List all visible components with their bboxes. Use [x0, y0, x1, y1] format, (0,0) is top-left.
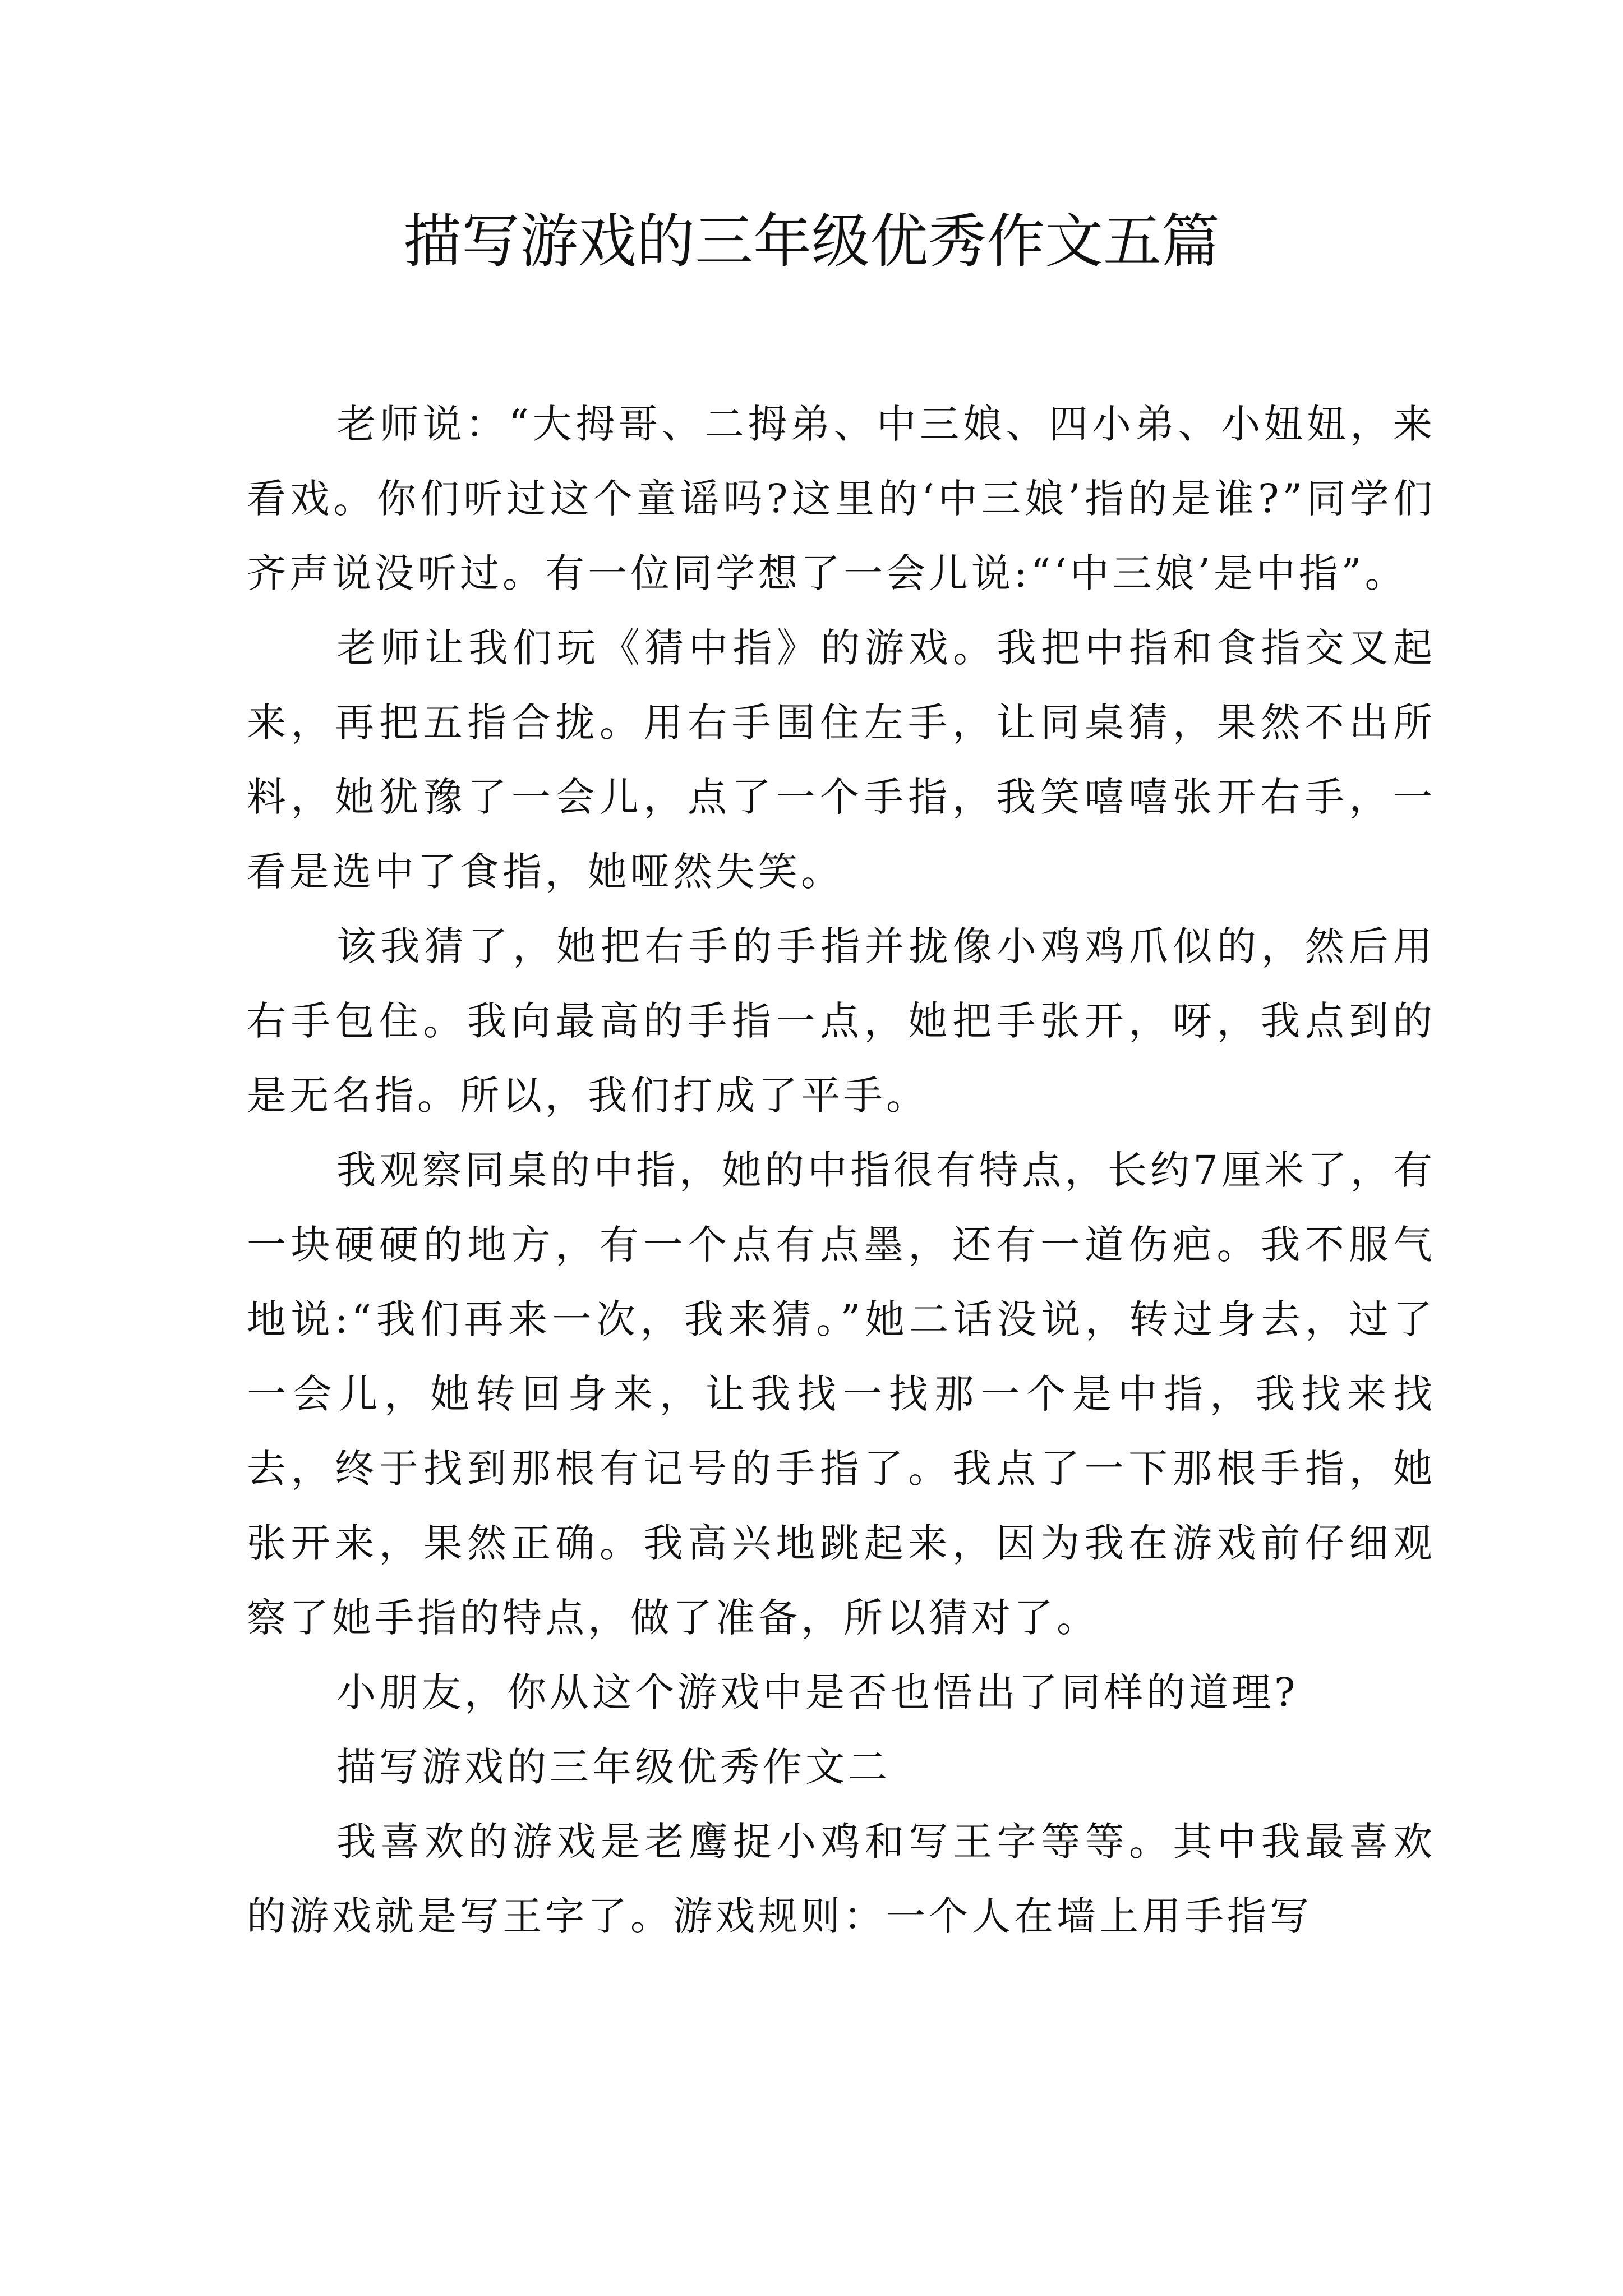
paragraph: 小朋友，你从这个游戏中是否也悟出了同样的道理? — [336, 1669, 1299, 1715]
paragraph: 我喜欢的游戏是老鹰捉小鸡和写王字等等。其中我最喜欢的游戏就是写王字了。游戏规则：一个人在墙上用手指写 — [247, 1819, 1436, 1939]
paragraph: 老师说：“大拇哥、二拇弟、中三娘、四小弟、小妞妞，来看戏。你们听过这个童谣吗?这里的‘中三娘’指的是谁?”同学们齐声说没听过。有一位同学想了一会儿说:“‘中三娘’是中指”。 — [247, 401, 1436, 596]
document-body — [247, 387, 1436, 1954]
section-heading: 描写游戏的三年级优秀作文二 — [336, 1744, 891, 1790]
paragraph: 我观察同桌的中指，她的中指很有特点，长约7厘米了，有一块硬硬的地方，有一个点有点墨，还有一道伤疤。我不服气地说:“我们再来一次，我来猜。”她二话没说，转过身去，过了一会儿，她转回身来，让我找一找那一个是中指，我找来找去，终于找到那根有记号的手指了。我点了一下那根手指，她张开来，果然正确。我高兴地跳起来，因为我在游戏前仔细观察了她手指的特点，做了准备，所以猜对了。 — [247, 1147, 1436, 1641]
paragraph: 该我猜了，她把右手的手指并拢像小鸡鸡爪似的，然后用右手包住。我向最高的手指一点，她把手张开，呀，我点到的是无名指。所以，我们打成了平手。 — [247, 923, 1436, 1119]
paragraph: 老师让我们玩《猜中指》的游戏。我把中指和食指交叉起来，再把五指合拢。用右手围住左手，让同桌猜，果然不出所料，她犹豫了一会儿，点了一个手指，我笑嘻嘻张开右手，一看是选中了食指，她哑然失笑。 — [247, 625, 1436, 895]
document-title: 描写游戏的三年级优秀作文五篇 — [403, 207, 1220, 275]
